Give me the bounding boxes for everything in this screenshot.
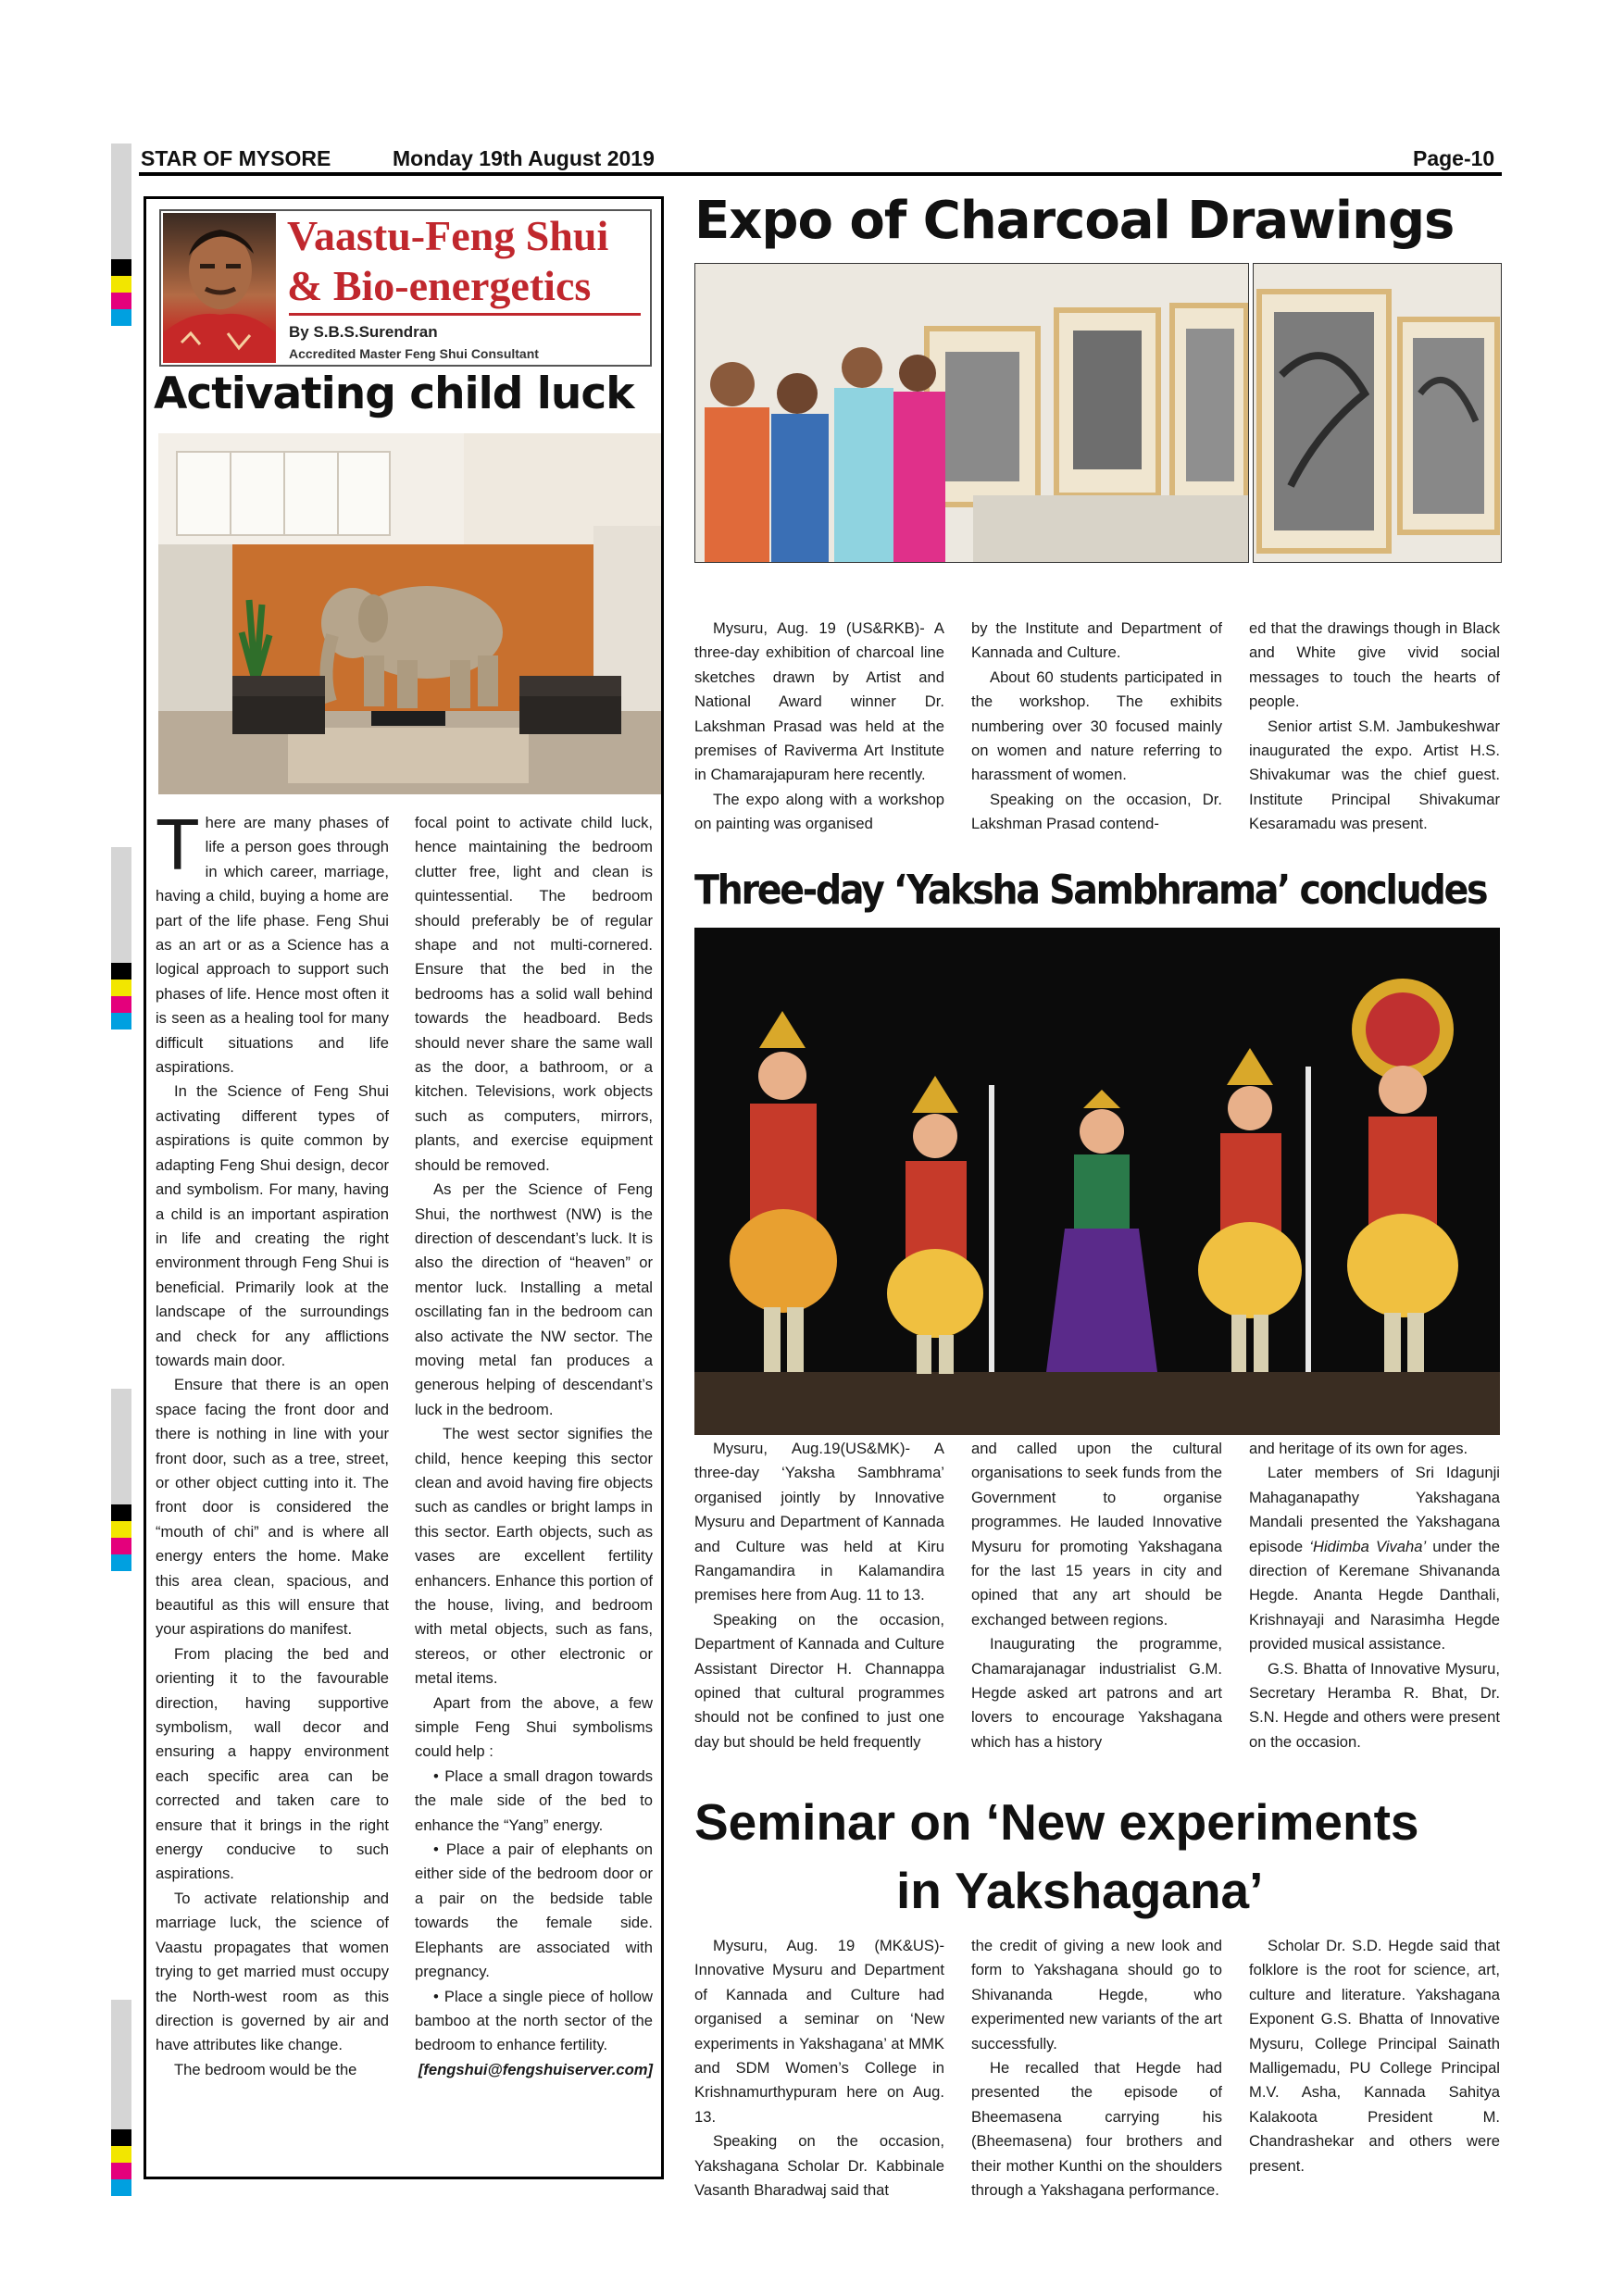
printer-mark-black (111, 259, 131, 276)
paragraph: The expo along with a workshop on painting was organised (694, 790, 944, 833)
paper-name: STAR OF MYSORE (141, 146, 331, 170)
printer-mark-strip (111, 1389, 131, 1504)
paragraph: Senior artist S.M. Jambukeshwar inaugurated the expo. Artist H.S. Shivakumar was the chief guest. Institute Principal Shivakumar Kesaramadu was present. (1249, 717, 1500, 833)
feng-shui-text-col2 (415, 811, 653, 2082)
paragraph: Mysuru, Aug. 19 (MK&US)- Innovative Mysuru and Department of Kannada and Culture had organised a seminar on ‘New experiments in Yakshagana’ at MMK and SDM Women’s College in Krishnamurthypuram here on Aug. 13. (694, 1937, 944, 2126)
paragraph: To activate relationship and marriage luck, the science of Vaastu propagates that women trying to get married must occupy the North-west room as this direction is governed by air and have attributes like change. (156, 1889, 389, 2054)
paragraph: Speaking on the occasion, Dr. Lakshman Prasad contend- (971, 790, 1222, 833)
expo-photo-visitors (694, 263, 1249, 563)
paragraph: Ensure that there is an open space facing the front door and there is nothing in line with your front door, such as a tree, street, or other object cutting into it. The front door is considered the “mouth of chi” and is where all energy enters the home. Make this area clean, spacious, and beautiful as this will ensure that your aspirations do manifest. (156, 1376, 389, 1639)
printer-mark-strip (111, 847, 131, 963)
paragraph: From placing the bed and orienting it to the favourable direction, having supportive symbolism, wall decor and ensuring a happy environment each specific area can be corrected and taken care to ensure that it brings in the right energy conducive to such aspirations. (156, 1644, 389, 1883)
yaksha-text-col1 (694, 1437, 944, 1754)
printer-mark-strip (111, 144, 131, 259)
issue-date: Monday 19th August 2019 (393, 146, 655, 170)
article-headline: Activating child luck (154, 368, 634, 419)
paragraph: He recalled that Hegde had presented the episode of Bheemasena carrying his (Bheemasena) four brothers and their mother Kunthi on the shoulders through a Yakshagana performance. (971, 2059, 1222, 2200)
paragraph: Mysuru, Aug. 19 (US&RKB)- A three-day exhibition of charcoal line sketches drawn by Artist and National Award winner Dr. Lakshman Prasad was held at the premises of Raviverma Art Institute in Chamarajapuram here recently. (694, 619, 944, 784)
printer-mark-black (111, 963, 131, 980)
yaksha-headline: Three-day ‘Yaksha Sambhrama’ concludes (694, 867, 1487, 914)
printer-mark-cyan (111, 1013, 131, 1029)
printer-mark-magenta (111, 1538, 131, 1554)
paragraph: ed that the drawings though in Black and White give vivid social messages to touch the hearts of people. (1249, 619, 1500, 711)
paragraph: Speaking on the occasion, Yakshagana Scholar Dr. Kabbinale Vasanth Bharadwaj said that (694, 2132, 944, 2200)
bullet-item: • Place a pair of elephants on either side of the bedroom door or a pair on the bedside table towards the female side. Elephants are associated with pregnancy. (415, 1841, 653, 1981)
expo-headline: Expo of Charcoal Drawings (694, 191, 1455, 251)
seminar-text-col1 (694, 1934, 944, 2202)
feng-shui-text-col1 (156, 804, 389, 2082)
paragraph: and heritage of its own for ages. (1249, 1440, 1468, 1457)
paragraph: Mysuru, Aug.19(US&MK)- A three-day ‘Yaksha Sambhrama’ organised jointly by Innovative Mysuru and Department of Kannada and Culture was held at Kiru Rangamandira in Kalamandira premises here from Aug. 11 to 13. (694, 1440, 944, 1604)
email-address: [fengshui@fengshuiserver.com] (418, 2060, 653, 2078)
paragraph: here are many phases of life a person goes through in which career, marriage, having a child, buying a home are part of the life phase. Feng Shui as an art or as a Science has a logical approach to support such phases of life. Hence most often it is seen as a healing tool for many difficult situations and life aspirations. (156, 814, 389, 1077)
byline: By S.B.S.Surendran (289, 323, 438, 341)
paragraph: In the Science of Feng Shui activating different types of aspirations is quite common by adapting Feng Shui design, decor and symbolism. For many, having a child is an important aspiration in life and creating the right environment through Feng Shui is beneficial. Primarily look at the landscape of the surroundings and check for any afflictions towards main door. (156, 1082, 389, 1369)
header-rule (139, 172, 1502, 176)
printer-mark-cyan (111, 2179, 131, 2196)
bullet-item: • Place a single piece of hollow bamboo at the north sector of the bedroom to enhance fertility. (415, 1987, 653, 2054)
paragraph: the credit of giving a new look and form to Yakshagana should go to Shivananda Hegde, who experimented new variants of the art successfully. (971, 1937, 1222, 2053)
paragraph (1249, 1461, 1500, 1656)
printer-mark-magenta (111, 293, 131, 309)
elephant-room-photo (158, 433, 661, 794)
paragraph: G.S. Bhatta of Innovative Mysuru, Secretary Heramba R. Bhat, Dr. S.N. Hegde and others were present on the occasion. (1249, 1659, 1500, 1751)
paragraph: The bedroom would be the (174, 2060, 357, 2078)
banner-title-line1: Vaastu-Feng Shui (287, 212, 609, 259)
yaksha-text-col3 (1249, 1437, 1500, 1754)
printer-mark-strip (111, 2000, 131, 2129)
banner-rule (289, 313, 641, 316)
seminar-headline-line2: in Yakshagana’ (896, 1862, 1264, 1919)
paragraph: and called upon the cultural organisations to seek funds from the Government to organise programmes. He lauded Innovative Mysuru for promoting Yakshagana for the last 15 years in city and opined that any art should be exchanged between regions. (971, 1440, 1222, 1628)
paragraph-part: Later members of Sri Idagunji Mahaganapathy Yakshagana Mandali presented the Yakshagana episode (1249, 1464, 1500, 1555)
expo-photo-drawings (1253, 263, 1502, 563)
printer-mark-yellow (111, 2146, 131, 2163)
printer-mark-yellow (111, 276, 131, 293)
seminar-text-col3 (1249, 1934, 1500, 2178)
yakshagana-performers-photo (694, 928, 1500, 1435)
credential: Accredited Master Feng Shui Consultant (289, 346, 539, 361)
paragraph: The west sector signifies the child, hence keeping this sector clean and avoid having fire objects such as candles or bright lamps in this sector. Earth objects, such as vases are excellent fertility enhancers. Enhance this portion of the house, living, and bedroom with metal objects, such as fans, stereos, or other electronic or metal items. (415, 1425, 653, 1688)
paragraph: Apart from the above, a few simple Feng Shui symbolisms could help : (415, 1693, 653, 1761)
paragraph: As per the Science of Feng Shui, the northwest (NW) is the direction of descendant’s luck. It is also the direction of “heaven” or mentor luck. Installing a metal oscillating fan in the bedroom can also activate the NW sector. The moving metal fan produces a generous helping of descendant’s luck in the bedroom. (415, 1180, 653, 1418)
paragraph: Inaugurating the programme, Chamarajanagar industrialist G.M. Hegde asked art patrons and art lovers to encourage Yakshagana which has a history (971, 1635, 1222, 1751)
expo-text-col3 (1249, 617, 1500, 837)
seminar-text-col2 (971, 1934, 1222, 2202)
paragraph: by the Institute and Department of Kannada and Culture. (971, 619, 1222, 662)
paragraph-part: under the direction of Keremane Shivananda Hegde. Ananta Hegde Danthali, Krishnayaji and Narasimha Hegde provided musical assistance. (1249, 1537, 1500, 1653)
printer-mark-magenta (111, 996, 131, 1013)
expo-text-col1 (694, 617, 944, 837)
paragraph: Scholar Dr. S.D. Hegde said that folklore is the root for science, art, culture and literature. Yakshagana Exponent G.S. Bhatta of Innovative Mysuru, College Principal Sainath Malligemadu, PU College Principal M.V. Asha, Kannada Sahitya Kalakoota President M. Chandrashekar and others were present. (1249, 1937, 1500, 2175)
yaksha-text-col2 (971, 1437, 1222, 1754)
printer-mark-black (111, 2129, 131, 2146)
episode-title: ‘Hidimba Vivaha’ (1309, 1537, 1427, 1555)
printer-mark-yellow (111, 1521, 131, 1538)
seminar-headline-line1: Seminar on ‘New experiments (694, 1793, 1419, 1851)
printer-mark-cyan (111, 1554, 131, 1571)
bullet-item: • Place a small dragon towards the male side of the bed to enhance the “Yang” energy. (415, 1766, 653, 1834)
paragraph: Speaking on the occasion, Department of Kannada and Culture Assistant Director H. Channappa opined that cultural programmes should not be confined to just one day but should be held frequently (694, 1610, 944, 1751)
printer-mark-black (111, 1504, 131, 1521)
drop-cap: T (156, 804, 200, 885)
printer-mark-yellow (111, 980, 131, 996)
expo-text-col2 (971, 617, 1222, 837)
printer-mark-cyan (111, 309, 131, 326)
paragraph: About 60 students participated in the workshop. The exhibits numbering over 30 focused mainly on women and nature referring to harassment of women. (971, 668, 1222, 784)
banner-title-line2: & Bio-energetics (287, 262, 592, 309)
page-number: Page-10 (1413, 146, 1495, 170)
paragraph: focal point to activate child luck, hence maintaining the bedroom clutter free, light and clean is quintessential. The bedroom should preferably be of regular shape and not multi-cornered. Ensure that the bed in the bedrooms has a solid wall behind towards the headboard. Beds should never share the same wall as the door, a bathroom, or a kitchen. Televisions, work objects such as computers, mirrors, plants, and exercise equipment should be removed. (415, 814, 653, 1174)
columnist-portrait (163, 213, 276, 363)
printer-mark-magenta (111, 2163, 131, 2179)
